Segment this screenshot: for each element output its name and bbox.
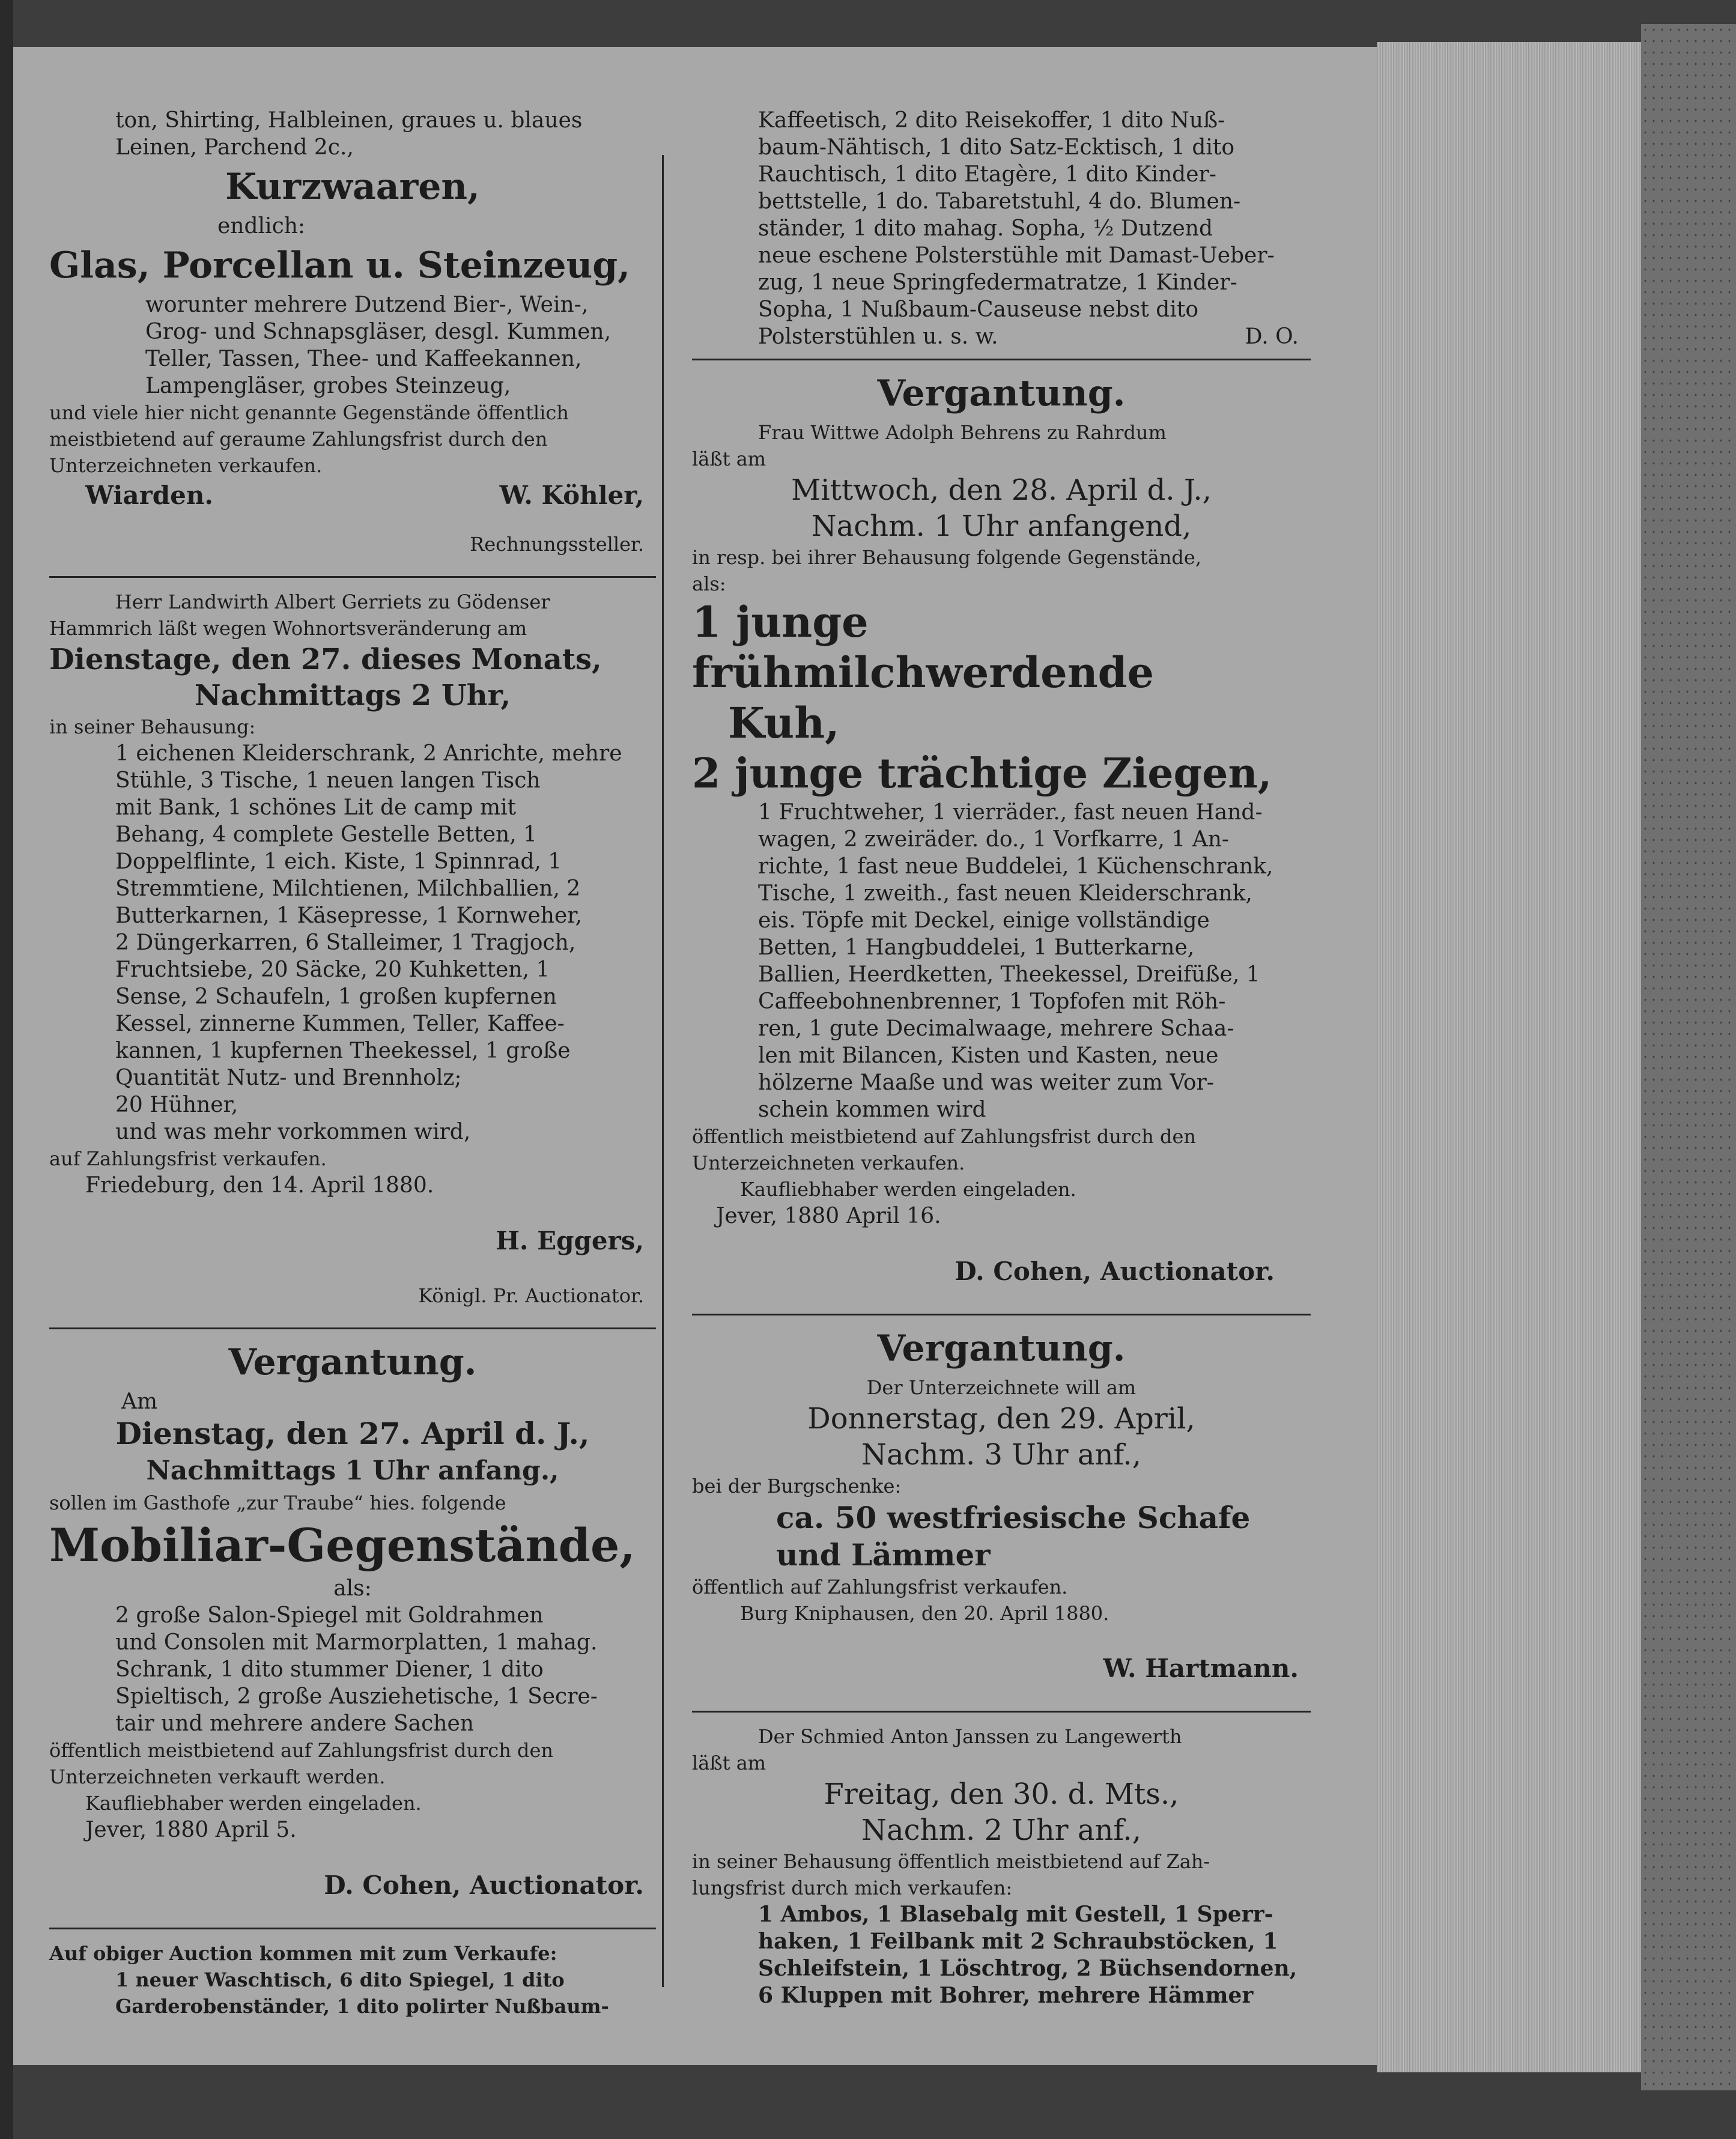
item-list bbox=[49, 740, 656, 1145]
list-item: mit Bank, 1 schönes Lit de camp mit bbox=[115, 795, 517, 820]
divider bbox=[692, 1314, 1311, 1315]
list-item: schein kommen wird bbox=[758, 1097, 986, 1122]
text-line: Auf obiger Auction kommen mit zum Verkaufe: bbox=[49, 1942, 557, 1965]
text-line: läßt am bbox=[692, 1752, 766, 1774]
text-line: Kaufliebhaber werden eingeladen. bbox=[740, 1178, 1076, 1201]
signer-title: Rechnungssteller. bbox=[470, 533, 644, 556]
ad-heading: Kurzwaaren, bbox=[225, 166, 480, 208]
list-item: kannen, 1 kupfernen Theekessel, 1 große bbox=[115, 1039, 571, 1063]
text-line: bei der Burgschenke: bbox=[692, 1475, 902, 1497]
text-line: Am bbox=[121, 1389, 158, 1414]
text-line: Polsterstühlen u. s. w. bbox=[758, 324, 998, 349]
divider bbox=[49, 1928, 656, 1929]
text-line: läßt am bbox=[692, 448, 766, 470]
list-item: Sopha, 1 Nußbaum-Causeuse nebst dito bbox=[758, 297, 1198, 322]
list-item: Rauchtisch, 1 dito Etagère, 1 dito Kinder- bbox=[758, 162, 1216, 187]
text-line: Grog- und Schnapsgläser, desgl. Kummen, bbox=[145, 320, 612, 344]
ad-heading: Mobiliar-Gegenstände, bbox=[49, 1519, 636, 1572]
ad-continued-items bbox=[692, 107, 1311, 350]
ad-koehler bbox=[49, 107, 656, 557]
list-item: Schleifstein, 1 Löschtrog, 2 Büchsendornen, bbox=[758, 1956, 1297, 1981]
text-line: Teller, Tassen, Thee- und Kaffeekannen, bbox=[145, 347, 582, 371]
list-item: neue eschene Polsterstühle mit Damast-Ueber- bbox=[758, 243, 1275, 268]
ad-date: Freitag, den 30. d. Mts., bbox=[824, 1777, 1179, 1811]
ad-heading: 1 junge frühmilchwerdende bbox=[692, 597, 1155, 697]
list-item: Sense, 2 Schaufeln, 1 großen kupfernen bbox=[115, 985, 557, 1009]
list-item: und Consolen mit Marmorplatten, 1 mahag. bbox=[115, 1630, 598, 1655]
text-line: als: bbox=[692, 572, 726, 595]
signer-name: D. Cohen, Auctionator. bbox=[324, 1870, 644, 1900]
column-rule bbox=[662, 155, 664, 1987]
ad-vergantung-traube bbox=[49, 1340, 656, 1902]
list-item: Doppelflinte, 1 eich. Kiste, 1 Spinnrad, 1 bbox=[115, 849, 562, 874]
text-line: Garderobenständer, 1 dito polirter Nußbaum- bbox=[115, 1995, 609, 2018]
text-line: Unterzeichneten verkaufen. bbox=[49, 454, 323, 477]
text-line: Frau Wittwe Adolph Behrens zu Rahrdum bbox=[758, 421, 1167, 444]
newspaper-page bbox=[13, 47, 1377, 2065]
list-item: und was mehr vorkommen wird, bbox=[115, 1120, 471, 1144]
list-item: 1 Ambos, 1 Blasebalg mit Gestell, 1 Sperr- bbox=[758, 1902, 1273, 1927]
list-item: hölzerne Maaße und was weiter zum Vor- bbox=[758, 1070, 1214, 1095]
ad-heading: Glas, Porcellan u. Steinzeug, bbox=[49, 244, 631, 287]
left-column bbox=[49, 107, 656, 2019]
text-line: Hammrich läßt wegen Wohnortsveränderung am bbox=[49, 617, 527, 640]
ad-date: Donnerstag, den 29. April, bbox=[807, 1402, 1195, 1436]
list-item: Schrank, 1 dito stummer Diener, 1 dito bbox=[115, 1657, 544, 1682]
signer-name: W. Hartmann. bbox=[1103, 1654, 1299, 1683]
text-line: und viele hier nicht genannte Gegenstände öffentlich bbox=[49, 401, 569, 424]
list-item: Ballien, Heerdketten, Theekessel, Dreifüße, 1 bbox=[758, 962, 1260, 987]
list-item: 2 große Salon-Spiegel mit Goldrahmen bbox=[115, 1603, 544, 1628]
text-line: sollen im Gasthofe „zur Traube“ hies. folgende bbox=[49, 1491, 506, 1514]
text-line: Kaufliebhaber werden eingeladen. bbox=[85, 1792, 422, 1815]
text-line: worunter mehrere Dutzend Bier-, Wein-, bbox=[145, 293, 589, 317]
ad-time: Nachm. 2 Uhr anf., bbox=[861, 1813, 1141, 1847]
signer-name: D. Cohen, Auctionator. bbox=[954, 1257, 1275, 1286]
list-item: 1 eichenen Kleiderschrank, 2 Anrichte, mehre bbox=[115, 741, 622, 766]
signature-row bbox=[49, 479, 656, 512]
text-line: Der Unterzeichnete will am bbox=[866, 1376, 1137, 1399]
list-item: zug, 1 neue Springfedermatratze, 1 Kinder- bbox=[758, 270, 1237, 295]
ad-vergantung-hartmann bbox=[692, 1326, 1311, 1685]
list-item: baum-Nähtisch, 1 dito Satz-Ecktisch, 1 dito bbox=[758, 135, 1235, 160]
divider bbox=[692, 1711, 1311, 1713]
ad-heading: ca. 50 westfriesische Schafe bbox=[776, 1500, 1251, 1535]
list-item: 6 Kluppen mit Bohrer, mehrere Hämmer bbox=[758, 1983, 1254, 2008]
list-item: 20 Hühner, bbox=[115, 1093, 238, 1117]
ad-heading: Kuh, bbox=[728, 698, 840, 748]
divider bbox=[49, 1327, 656, 1329]
list-item: Spieltisch, 2 große Ausziehetische, 1 Secre- bbox=[115, 1684, 598, 1709]
list-item: tair und mehrere andere Sachen bbox=[115, 1711, 474, 1736]
list-item: Tische, 1 zweith., fast neuen Kleiderschrank, bbox=[758, 881, 1252, 906]
divider bbox=[692, 359, 1311, 360]
list-item: Kessel, zinnerne Kummen, Teller, Kaffee- bbox=[115, 1012, 565, 1036]
text-line: auf Zahlungsfrist verkaufen. bbox=[49, 1147, 327, 1170]
text-line: endlich: bbox=[217, 214, 306, 238]
text-line: Leinen, Parchend 2c., bbox=[115, 135, 354, 160]
list-item: ren, 1 gute Decimalwaage, mehrere Schaa- bbox=[758, 1016, 1234, 1041]
text-line: Lampengläser, grobes Steinzeug, bbox=[145, 374, 511, 398]
text-line: öffentlich auf Zahlungsfrist verkaufen. bbox=[692, 1576, 1068, 1598]
ad-gerriets bbox=[49, 589, 656, 1308]
ad-date: Dienstag, den 27. April d. J., bbox=[115, 1416, 590, 1451]
list-item: Stremmtiene, Milchtienen, Milchballien, 2 bbox=[115, 876, 581, 901]
ad-janssen bbox=[692, 1723, 1311, 2009]
list-item: Quantität Nutz- und Brennholz; bbox=[115, 1066, 462, 1090]
list-item: len mit Bilancen, Kisten und Kasten, neue bbox=[758, 1043, 1219, 1068]
text-line: Unterzeichneten verkauft werden. bbox=[49, 1765, 386, 1788]
text-line: ton, Shirting, Halbleinen, graues u. blaues bbox=[115, 108, 583, 133]
text-line: meistbietend auf geraume Zahlungsfrist durch den bbox=[49, 428, 548, 451]
dateline: Jever, 1880 April 16. bbox=[716, 1204, 941, 1228]
list-item: Betten, 1 Hangbuddelei, 1 Butterkarne, bbox=[758, 935, 1195, 960]
ad-time: Nachm. 1 Uhr anfangend, bbox=[811, 509, 1192, 543]
dateline: Burg Kniphausen, den 20. April 1880. bbox=[740, 1602, 1109, 1625]
place-name: Wiarden. bbox=[85, 481, 213, 510]
right-column bbox=[692, 107, 1311, 2009]
list-item: bettstelle, 1 do. Tabaretstuhl, 4 do. Blumen- bbox=[758, 189, 1241, 214]
divider bbox=[49, 576, 656, 578]
last-line bbox=[692, 323, 1311, 350]
list-item: Butterkarnen, 1 Käsepresse, 1 Kornweher, bbox=[115, 903, 582, 928]
ad-addendum bbox=[49, 1940, 656, 2019]
text-line: 1 neuer Waschtisch, 6 dito Spiegel, 1 dito bbox=[115, 1968, 565, 1991]
list-item: wagen, 2 zweiräder. do., 1 Vorfkarre, 1 An- bbox=[758, 827, 1230, 852]
text-line: öffentlich meistbietend auf Zahlungsfrist durch den bbox=[49, 1739, 554, 1762]
text-line: Der Schmied Anton Janssen zu Langewerth bbox=[758, 1725, 1182, 1748]
dateline: Jever, 1880 April 5. bbox=[85, 1818, 297, 1842]
text-line: in resp. bei ihrer Behausung folgende Gegenstände, bbox=[692, 546, 1201, 569]
list-item: ständer, 1 dito mahag. Sopha, ½ Dutzend bbox=[758, 216, 1213, 241]
text-line: in seiner Behausung: bbox=[49, 715, 256, 738]
ad-date: Dienstage, den 27. dieses Monats, bbox=[49, 643, 602, 676]
ad-time: Nachm. 3 Uhr anf., bbox=[861, 1438, 1141, 1472]
ad-vergantung-behrens bbox=[692, 371, 1311, 1288]
ad-mark: D. O. bbox=[1245, 324, 1299, 349]
list-item: Stühle, 3 Tische, 1 neuen langen Tisch bbox=[115, 768, 541, 793]
list-item: eis. Töpfe mit Deckel, einige vollständige bbox=[758, 908, 1210, 933]
signer-name: W. Köhler, bbox=[499, 481, 644, 510]
text-line: öffentlich meistbietend auf Zahlungsfrist durch den bbox=[692, 1125, 1197, 1148]
book-page-edges bbox=[1377, 42, 1641, 2072]
ad-heading: 2 junge trächtige Ziegen, bbox=[692, 750, 1272, 798]
list-item: 2 Düngerkarren, 6 Stalleimer, 1 Tragjoch, bbox=[115, 930, 576, 955]
ad-heading: und Lämmer bbox=[776, 1537, 991, 1573]
ad-title: Vergantung. bbox=[228, 1341, 477, 1383]
list-item: 1 Fruchtweher, 1 vierräder., fast neuen Hand- bbox=[758, 800, 1263, 825]
text-line: Herr Landwirth Albert Gerriets zu Gödenser bbox=[115, 590, 550, 613]
list-item: haken, 1 Feilbank mit 2 Schraubstöcken, 1 bbox=[758, 1929, 1278, 1954]
ad-title: Vergantung. bbox=[877, 1327, 1126, 1370]
list-item: Caffeebohnenbrenner, 1 Topfofen mit Röh- bbox=[758, 989, 1226, 1014]
signer-name: H. Eggers, bbox=[496, 1226, 644, 1255]
ad-time: Nachmittags 1 Uhr anfang., bbox=[146, 1455, 559, 1486]
dateline: Friedeburg, den 14. April 1880. bbox=[85, 1173, 434, 1198]
text-line: Unterzeichneten verkaufen. bbox=[692, 1151, 965, 1174]
signer-title: Königl. Pr. Auctionator. bbox=[418, 1284, 644, 1307]
ad-date: Mittwoch, den 28. April d. J., bbox=[791, 473, 1212, 507]
list-item: richte, 1 fast neue Buddelei, 1 Küchenschrank, bbox=[758, 854, 1273, 879]
list-item: Fruchtsiebe, 20 Säcke, 20 Kuhketten, 1 bbox=[115, 957, 550, 982]
page-left-edge bbox=[0, 0, 13, 2139]
text-line: lungsfrist durch mich verkaufen: bbox=[692, 1877, 1013, 1899]
list-item: Kaffeetisch, 2 dito Reisekoffer, 1 dito Nuß- bbox=[758, 108, 1225, 133]
list-item: Behang, 4 complete Gestelle Betten, 1 bbox=[115, 822, 537, 847]
book-binding bbox=[1641, 24, 1736, 2090]
ad-title: Vergantung. bbox=[877, 372, 1126, 414]
ad-time: Nachmittags 2 Uhr, bbox=[194, 679, 511, 712]
text-line: in seiner Behausung öffentlich meistbietend auf Zah- bbox=[692, 1850, 1210, 1873]
text-line: als: bbox=[333, 1576, 372, 1601]
